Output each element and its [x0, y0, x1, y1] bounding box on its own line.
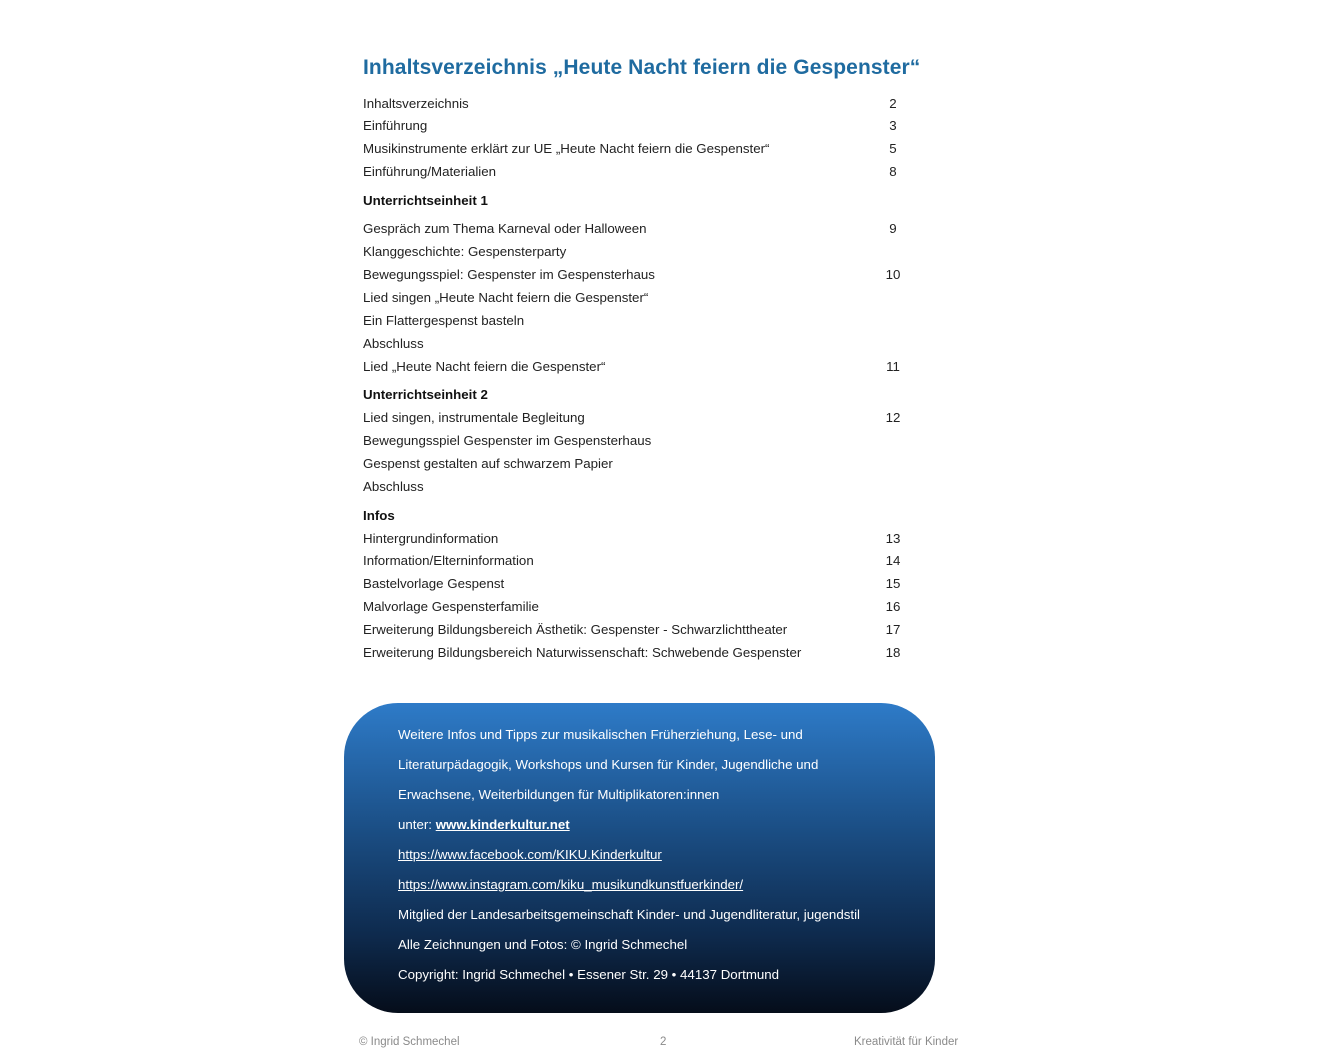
info-text-line: Weitere Infos und Tipps zur musikalischen Früherziehung, Lese- und — [398, 727, 803, 742]
toc-entry[interactable] — [363, 115, 913, 137]
toc-entry-label: Einführung/Materialien — [363, 164, 497, 179]
toc-entry[interactable] — [363, 241, 913, 263]
toc-entry-page: 8 — [889, 164, 897, 179]
toc-entry-page: 9 — [889, 221, 897, 236]
toc-entry-label: Einführung — [363, 118, 428, 133]
toc-entry[interactable] — [363, 218, 913, 240]
toc-entry[interactable] — [363, 161, 913, 183]
info-text-line: Literaturpädagogik, Workshops und Kursen für Kinder, Jugendliche und — [398, 757, 819, 772]
toc-entry-label: Gespenst gestalten auf schwarzem Papier — [363, 456, 613, 471]
toc-entry-label: Ein Flattergespenst basteln — [363, 313, 525, 328]
toc-entry-page: 12 — [885, 410, 901, 425]
toc-entry[interactable] — [363, 407, 913, 429]
toc-entry-page: 11 — [886, 359, 900, 374]
toc-entry-label: Lied singen „Heute Nacht feiern die Gespenster“ — [363, 290, 649, 305]
toc-entry-label: Bewegungsspiel: Gespenster im Gespensterhaus — [363, 267, 655, 282]
instagram-link[interactable]: https://www.instagram.com/kiku_musikundkunstfuerkinder/ — [398, 877, 744, 892]
toc-entry-label: Klanggeschichte: Gespensterparty — [363, 244, 567, 259]
toc-entry[interactable] — [363, 264, 913, 286]
toc-entry[interactable] — [363, 476, 913, 498]
toc-entry-label: Information/Elterninformation — [363, 553, 534, 568]
footer-author: © Ingrid Schmechel — [359, 1036, 460, 1048]
toc-entry[interactable] — [363, 619, 913, 641]
toc-entry[interactable] — [363, 287, 913, 309]
toc-entry-page: 14 — [885, 553, 901, 568]
facebook-link[interactable]: https://www.facebook.com/KIKU.Kinderkultur — [398, 847, 662, 862]
toc-entry[interactable] — [363, 138, 913, 160]
footer-page-number: 2 — [660, 1036, 667, 1048]
toc-entry-page: 13 — [885, 531, 901, 546]
toc-entry-label: Inhaltsverzeichnis — [363, 96, 469, 111]
document-title: Inhaltsverzeichnis „Heute Nacht feiern die Gespenster“ — [363, 56, 921, 79]
toc-entry-label: Musikinstrumente erklärt zur UE „Heute Nacht feiern die Gespenster“ — [363, 141, 770, 156]
toc-entry-label: Erweiterung Bildungsbereich Naturwissenschaft: Schwebende Gespenster — [363, 645, 802, 660]
toc-entry-label: Erweiterung Bildungsbereich Ästhetik: Gespenster - Schwarzlichttheater — [363, 622, 788, 637]
toc-entry-label: Bewegungsspiel Gespenster im Gespensterhaus — [363, 433, 652, 448]
toc-entry[interactable] — [363, 93, 913, 115]
toc-section-heading: Unterrichtseinheit 1 — [363, 193, 488, 208]
website-link[interactable]: www.kinderkultur.net — [435, 817, 570, 832]
toc-entry-label: Bastelvorlage Gespenst — [363, 576, 505, 591]
toc-entry-label: Malvorlage Gespensterfamilie — [363, 599, 539, 614]
toc-entry-page: 17 — [885, 622, 901, 637]
toc-entry[interactable] — [363, 310, 913, 332]
toc-entry-page: 15 — [885, 576, 901, 591]
info-website-line — [398, 815, 570, 835]
toc-entry[interactable] — [363, 528, 913, 550]
toc-entry[interactable] — [363, 573, 913, 595]
toc-entry-page: 3 — [889, 118, 897, 133]
info-member-line: Mitglied der Landesarbeitsgemeinschaft Kinder- und Jugendliteratur, jugendstil — [398, 907, 860, 922]
info-facebook-line — [398, 845, 662, 865]
toc-entry[interactable] — [363, 356, 913, 378]
toc-entry-label: Hintergrundinformation — [363, 531, 499, 546]
toc-entry[interactable] — [363, 642, 913, 664]
footer-brand: Kreativität für Kinder — [854, 1036, 959, 1048]
toc-entry[interactable] — [363, 430, 913, 452]
info-instagram-line — [398, 875, 743, 895]
info-text-line: Erwachsene, Weiterbildungen für Multiplikatoren:innen — [398, 787, 720, 802]
toc-entry-page: 10 — [885, 267, 901, 282]
toc-entry-page: 2 — [889, 96, 897, 111]
toc-entry-label: Lied singen, instrumentale Begleitung — [363, 410, 585, 425]
toc-entry-page: 16 — [885, 599, 901, 614]
toc-entry[interactable] — [363, 550, 913, 572]
toc-entry-label: Abschluss — [363, 336, 424, 351]
toc-entry[interactable] — [363, 333, 913, 355]
toc-entry[interactable] — [363, 596, 913, 618]
toc-section-heading: Unterrichtseinheit 2 — [363, 387, 488, 402]
toc-entry-label: Lied „Heute Nacht feiern die Gespenster“ — [363, 359, 606, 374]
toc-section-heading: Infos — [363, 508, 395, 523]
info-box — [344, 703, 935, 1013]
toc-entry[interactable] — [363, 453, 913, 475]
info-drawings-line: Alle Zeichnungen und Fotos: © Ingrid Schmechel — [398, 937, 688, 952]
info-website-prefix: unter: — [398, 817, 436, 832]
toc-entry-label: Gespräch zum Thema Karneval oder Halloween — [363, 221, 647, 236]
toc-entry-page: 5 — [889, 141, 897, 156]
toc-entry-page: 18 — [885, 645, 901, 660]
info-copyright-line: Copyright: Ingrid Schmechel • Essener Str. 29 • 44137 Dortmund — [398, 967, 780, 982]
toc-entry-label: Abschluss — [363, 479, 424, 494]
